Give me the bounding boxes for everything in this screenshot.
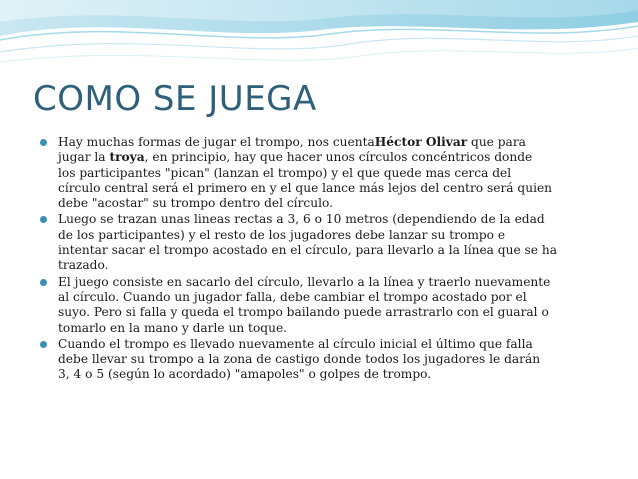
bullet-dot-icon (40, 139, 47, 146)
text-line: los participantes "pican" (lanzan el trompo) y el que quede mas cerca del (58, 165, 512, 180)
text-line: debe "acostar" su trompo dentro del círculo. (58, 196, 333, 211)
bullet-item (40, 337, 615, 383)
text-line: de los participantes) y el resto de los jugadores debe lanzar su trompo e (58, 227, 506, 242)
text-line: tomarlo en la mano y darle un toque. (58, 320, 288, 335)
text-line: suyo. Pero si falla y queda el trompo bailando puede arrastrarlo con el guaral o (58, 305, 549, 320)
highlight-name: Héctor Olivar (374, 135, 468, 149)
slide-title: COMO SE JUEGA (33, 79, 317, 119)
bullet-item (40, 135, 615, 211)
text-line: círculo central será el primero en y el que lance más lejos del centro será quien (58, 180, 553, 195)
text-line: jugar la troya, en principio, hay que hacer unos círculos concéntricos donde (58, 150, 533, 165)
text-line: debe llevar su trompo a la zona de castigo donde todos los jugadores le darán (58, 352, 541, 367)
text-line: Cuando el trompo es llevado nuevamente al círculo inicial el último que falla (58, 336, 533, 351)
bullet-item (40, 212, 615, 273)
text-line: intentar sacar el trompo acostado en el círculo, para llevarlo a la línea que se ha (58, 243, 557, 258)
text-line: trazado. (58, 258, 109, 273)
bullet-dot-icon (40, 279, 47, 286)
highlight-term: troya (109, 150, 145, 165)
bullet-item (40, 275, 615, 336)
decorative-waves (0, 0, 638, 80)
text-line: 3, 4 o 5 (según lo acordado) "amapoles" o golpes de trompo. (58, 367, 432, 382)
text-line: Luego se trazan unas lineas rectas a 3, 6 o 10 metros (dependiendo de la edad (58, 212, 545, 227)
bullet-dot-icon (40, 341, 47, 348)
text-line: al círculo. Cuando un jugador falla, debe cambiar el trompo acostado por el (58, 289, 527, 304)
text-line: Hay muchas formas de jugar el trompo, nos cuentaHéctor Olivar que para (58, 135, 526, 149)
text-line: El juego consiste en sacarlo del círculo, llevarlo a la línea y traerlo nuevamente (58, 274, 551, 289)
bullet-list (40, 135, 615, 384)
bullet-dot-icon (40, 216, 47, 223)
